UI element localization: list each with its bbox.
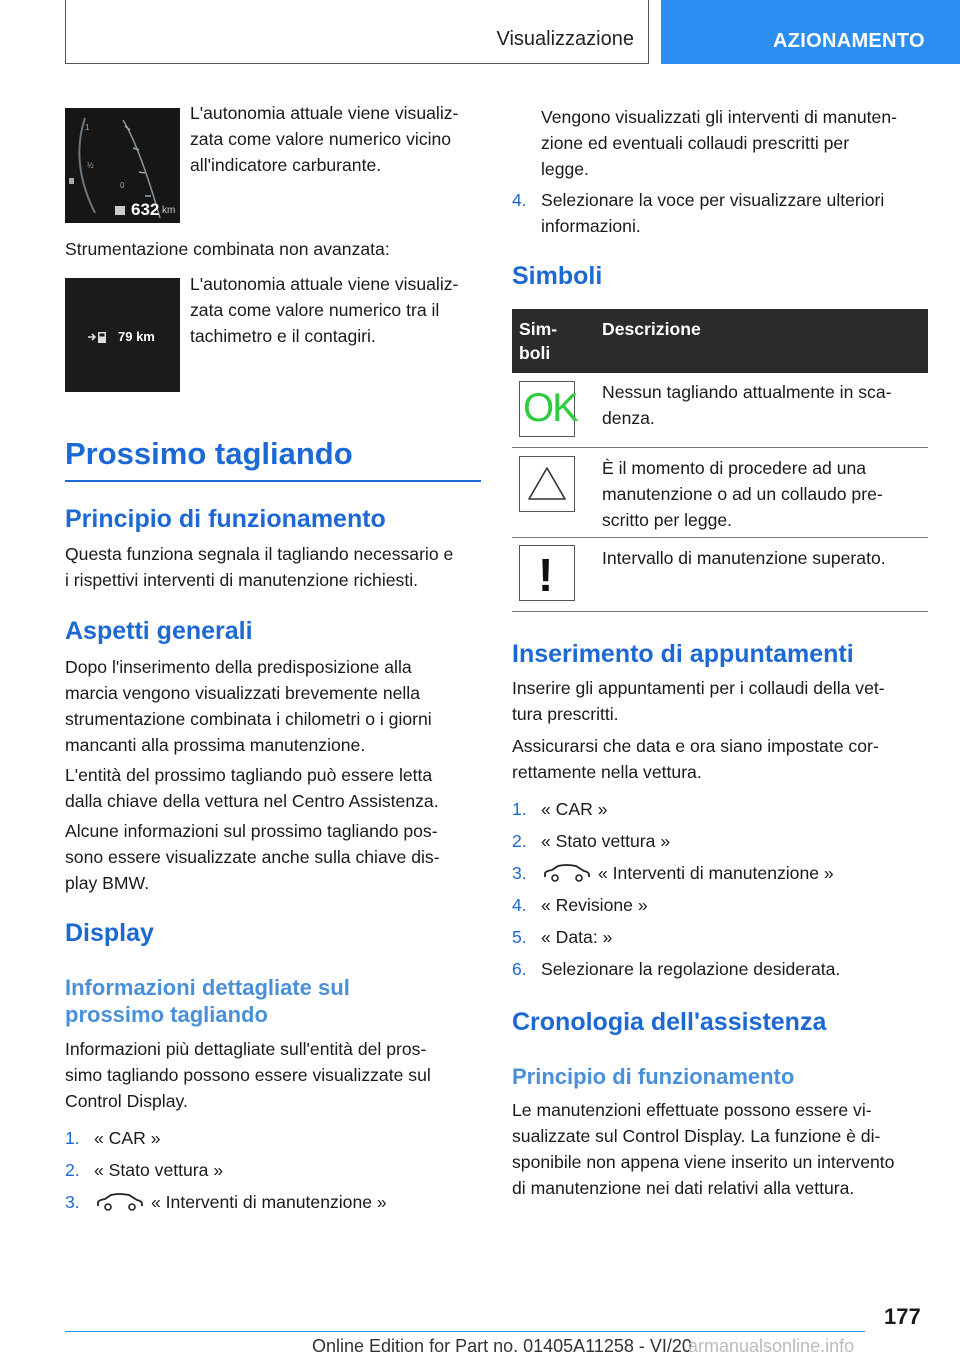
text-line: Vengono visualizzati gli interventi di manuten- [541,107,897,127]
list-number: 4. [512,895,527,915]
text-line: manutenzione o ad un collaudo pre- [602,484,883,504]
text-line: informazioni. [541,216,641,236]
exclamation-icon [519,545,575,601]
cronologia-subtitle: Principio di funzionamento [512,1064,795,1089]
list-text: « CAR » [541,799,608,819]
text-line: Dopo l'inserimento della predisposizione alla [65,657,412,677]
table-row-divider [512,537,928,538]
text-line: strumentazione combinata i chilometri o i giorni [65,709,432,729]
text-line: i rispettivi interventi di manutenzione richiesti. [65,570,419,590]
list-text: « Data: » [541,927,613,947]
symbols-table-header [512,309,928,373]
principio-title: Principio di funzionamento [65,505,386,533]
list-number: 1. [65,1128,80,1148]
aspetti-paragraph-3 [65,818,485,896]
list-number: 3. [512,863,527,883]
info-title [65,974,481,1028]
text-line: simo tagliando possono essere visualizzate sul [65,1065,431,1085]
car-icon [542,863,592,883]
list-text: Selezionare la regolazione desiderata. [541,959,841,979]
section-title-rule [65,480,481,482]
text-line: Informazioni più dettagliate sull'entità del pros- [65,1039,427,1059]
text-line: tura prescritti. [512,704,619,724]
list-number: 2. [512,831,527,851]
text-line: Inserire gli appuntamenti per i collaudi della vet- [512,678,885,698]
text-line: Control Display. [65,1091,188,1111]
header-chapter-tab[interactable] [661,0,960,64]
warning-triangle-icon [519,456,575,512]
aspetti-paragraph-1 [65,654,485,758]
caption-line: all'indicatore carburante. [190,155,382,175]
svg-text:½: ½ [87,161,94,170]
text-line: È il momento di procedere ad una [602,458,867,478]
info-text [65,1036,485,1114]
table-row-description [602,545,932,571]
list-text: « Stato vettura » [541,831,671,851]
range-value: 632 [131,200,160,219]
footer-rule [65,1331,865,1332]
appuntamenti-paragraph-1 [512,675,932,727]
text-line: sponibile non appena viene inserito un intervento [512,1152,895,1172]
appuntamenti-paragraph-2 [512,733,932,785]
caption-line: zata come valore numerico tra il [190,300,440,320]
display-title: Display [65,919,154,947]
caption-line: zata come valore numerico vicino [190,129,452,149]
thumb2-caption [190,271,490,349]
range-display-image [65,278,180,392]
text-line: zione ed eventuali collaudi prescritti per [541,133,850,153]
list-text [541,187,941,239]
text-line: marcia vengono visualizzati brevemente nella [65,683,420,703]
text-line: scritto per legge. [602,510,733,530]
table-head-col1 [519,317,557,365]
text-line: sualizzate sul Control Display. La funzione è di- [512,1126,881,1146]
appuntamenti-title: Inserimento di appuntamenti [512,640,854,668]
simboli-title: Simboli [512,262,603,290]
text-line: Assicurarsi che data e ora siano impostate cor- [512,736,879,756]
range-value-small: 79 km [118,329,155,344]
page-number: 177 [884,1304,921,1329]
header-section-box [65,0,649,64]
svg-text:0: 0 [120,181,125,190]
aspetti-paragraph-2 [65,762,485,814]
fuel-pump-icon [87,330,111,344]
list-text: « Stato vettura » [94,1160,224,1180]
text-line: Questa funziona segnala il tagliando necessario e [65,544,454,564]
text-line: rettamente nella vettura. [512,762,702,782]
ok-symbol-text: OK [523,386,577,430]
right-continuation [541,104,941,182]
table-row-description [602,379,932,431]
list-number: 5. [512,927,527,947]
list-number: 4. [512,190,527,210]
text-line: Selezionare la voce per visualizzare ulteriori [541,190,885,210]
footer-watermark: armanualsonline.info [688,1336,855,1356]
list-number: 3. [65,1192,80,1212]
list-text: « CAR » [94,1128,161,1148]
svg-text:1: 1 [85,123,90,132]
left-steps-list [65,1125,485,1225]
text-line: denza. [602,408,655,428]
text-line: legge. [541,159,589,179]
caption-line: L'autonomia attuale viene visualiz- [190,103,459,123]
text-line: dalla chiave della vettura nel Centro Assistenza. [65,791,439,811]
gauge-cluster-image [65,108,180,223]
text-line: di manutenzione nei dati relativi alla vettura. [512,1178,855,1198]
footer-edition: Online Edition for Part no. 01405A11258 - VI/20 [312,1336,692,1356]
principio-text [65,541,485,593]
aspetti-title: Aspetti generali [65,617,253,645]
list-number: 1. [512,799,527,819]
caption-line: tachimetro e il contagiri. [190,326,376,346]
heading-line: prossimo tagliando [65,1002,268,1027]
thumb1-caption [190,100,490,178]
appuntamenti-steps-list [512,796,932,986]
text-line: Le manutenzioni effettuate possono essere vi- [512,1100,872,1120]
text-line: mancanti alla prossima manutenzione. [65,735,366,755]
heading-line: Informazioni dettagliate sul [65,975,350,1000]
list-text: « Interventi di manutenzione » [598,863,834,883]
caption-line: L'autonomia attuale viene visualiz- [190,274,459,294]
text-line: play BMW. [65,873,150,893]
cronologia-title: Cronologia dell'assistenza [512,1008,827,1036]
table-row-description [602,455,932,533]
table-row-divider [512,447,928,448]
text-line: Alcune informazioni sul prossimo tagliando pos- [65,821,438,841]
car-icon [95,1192,145,1212]
list-text: « Interventi di manutenzione » [151,1192,387,1212]
text-line: sono essere visualizzate anche sulla chiave dis- [65,847,440,867]
text-line: Nessun tagliando attualmente in sca- [602,382,892,402]
triangle-shape [520,457,574,511]
non-advanced-label: Strumentazione combinata non avanzata: [65,239,390,259]
text-line: L'entità del prossimo tagliando può essere letta [65,765,433,785]
header-chapter-label: AZIONAMENTO [773,30,925,52]
head-line: Sim- [519,319,558,339]
text-line: Intervallo di manutenzione superato. [602,548,886,568]
header-section-title: Visualizzazione [496,28,634,50]
list-text: « Revisione » [541,895,648,915]
table-row-divider [512,611,928,612]
cronologia-text [512,1097,942,1201]
ok-icon [519,381,575,437]
list-number: 6. [512,959,527,979]
section-title: Prossimo tagliando [65,436,353,471]
table-head-col2: Descrizione [602,319,701,339]
list-number: 2. [65,1160,80,1180]
head-line: boli [519,343,551,363]
range-unit: km [162,205,176,216]
exclamation-symbol-text: ! [538,549,554,601]
